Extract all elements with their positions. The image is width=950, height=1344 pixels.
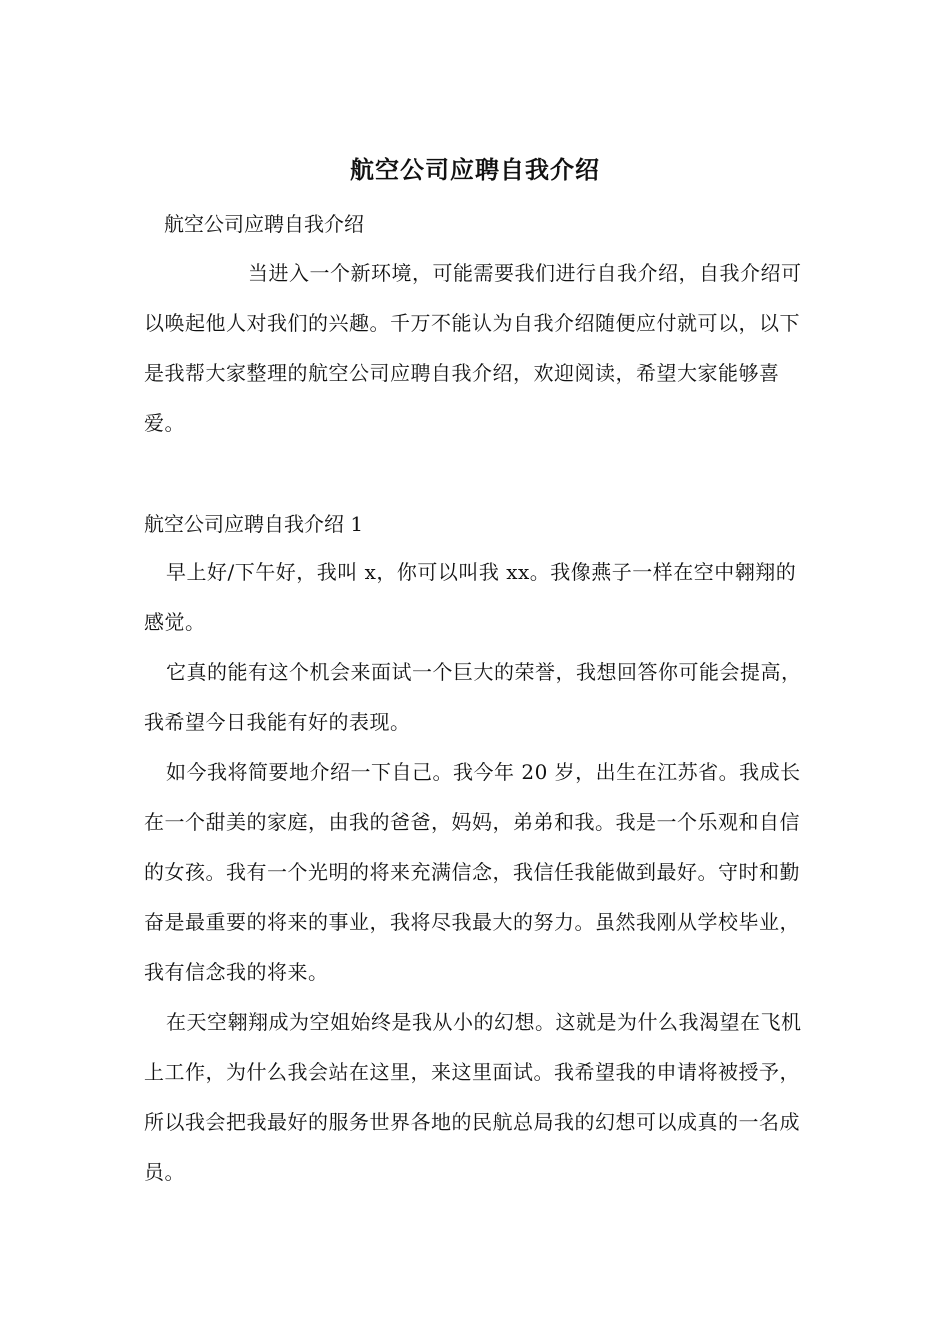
section-heading: 航空公司应聘自我介绍 1 bbox=[144, 512, 364, 536]
body-paragraph-3: 如今我将简要地介绍一下自己。我今年 20 岁，出生在江苏省。我成长在一个甜美的家庭，由我的爸爸，妈妈，弟弟和我。我是一个乐观和自信的女孩。我有一个光明的将来充满信念，我信任我能做到最好。守时和勤奋是最重要的将来的事业，我将尽我最大的努力。虽然我刚从学校毕业，我有信念我的将来。 bbox=[144, 760, 801, 984]
document-subtitle: 航空公司应聘自我介绍 bbox=[164, 212, 364, 236]
body-paragraph-1: 早上好/下午好，我叫 x，你可以叫我 xx。我像燕子一样在空中翱翔的感觉。 bbox=[144, 560, 797, 634]
intro-block bbox=[144, 248, 814, 448]
body-paragraph-2: 它真的能有这个机会来面试一个巨大的荣誉，我想回答你可能会提高，我希望今日我能有好的表现。 bbox=[144, 660, 802, 734]
body-text bbox=[144, 547, 814, 1197]
document-title: 航空公司应聘自我介绍 bbox=[350, 155, 600, 184]
intro-paragraph: 当进入一个新环境，可能需要我们进行自我介绍，自我介绍可以唤起他人对我们的兴趣。千万不能认为自我介绍随便应付就可以，以下是我帮大家整理的航空公司应聘自我介绍，欢迎阅读，希望大家能够喜爱。 bbox=[144, 261, 802, 435]
body-paragraph-4: 在天空翱翔成为空姐始终是我从小的幻想。这就是为什么我渴望在飞机上工作，为什么我会站在这里，来这里面试。我希望我的申请将被授予，所以我会把我最好的服务世界各地的民航总局我的幻想可以成真的一名成员。 bbox=[144, 1010, 802, 1184]
